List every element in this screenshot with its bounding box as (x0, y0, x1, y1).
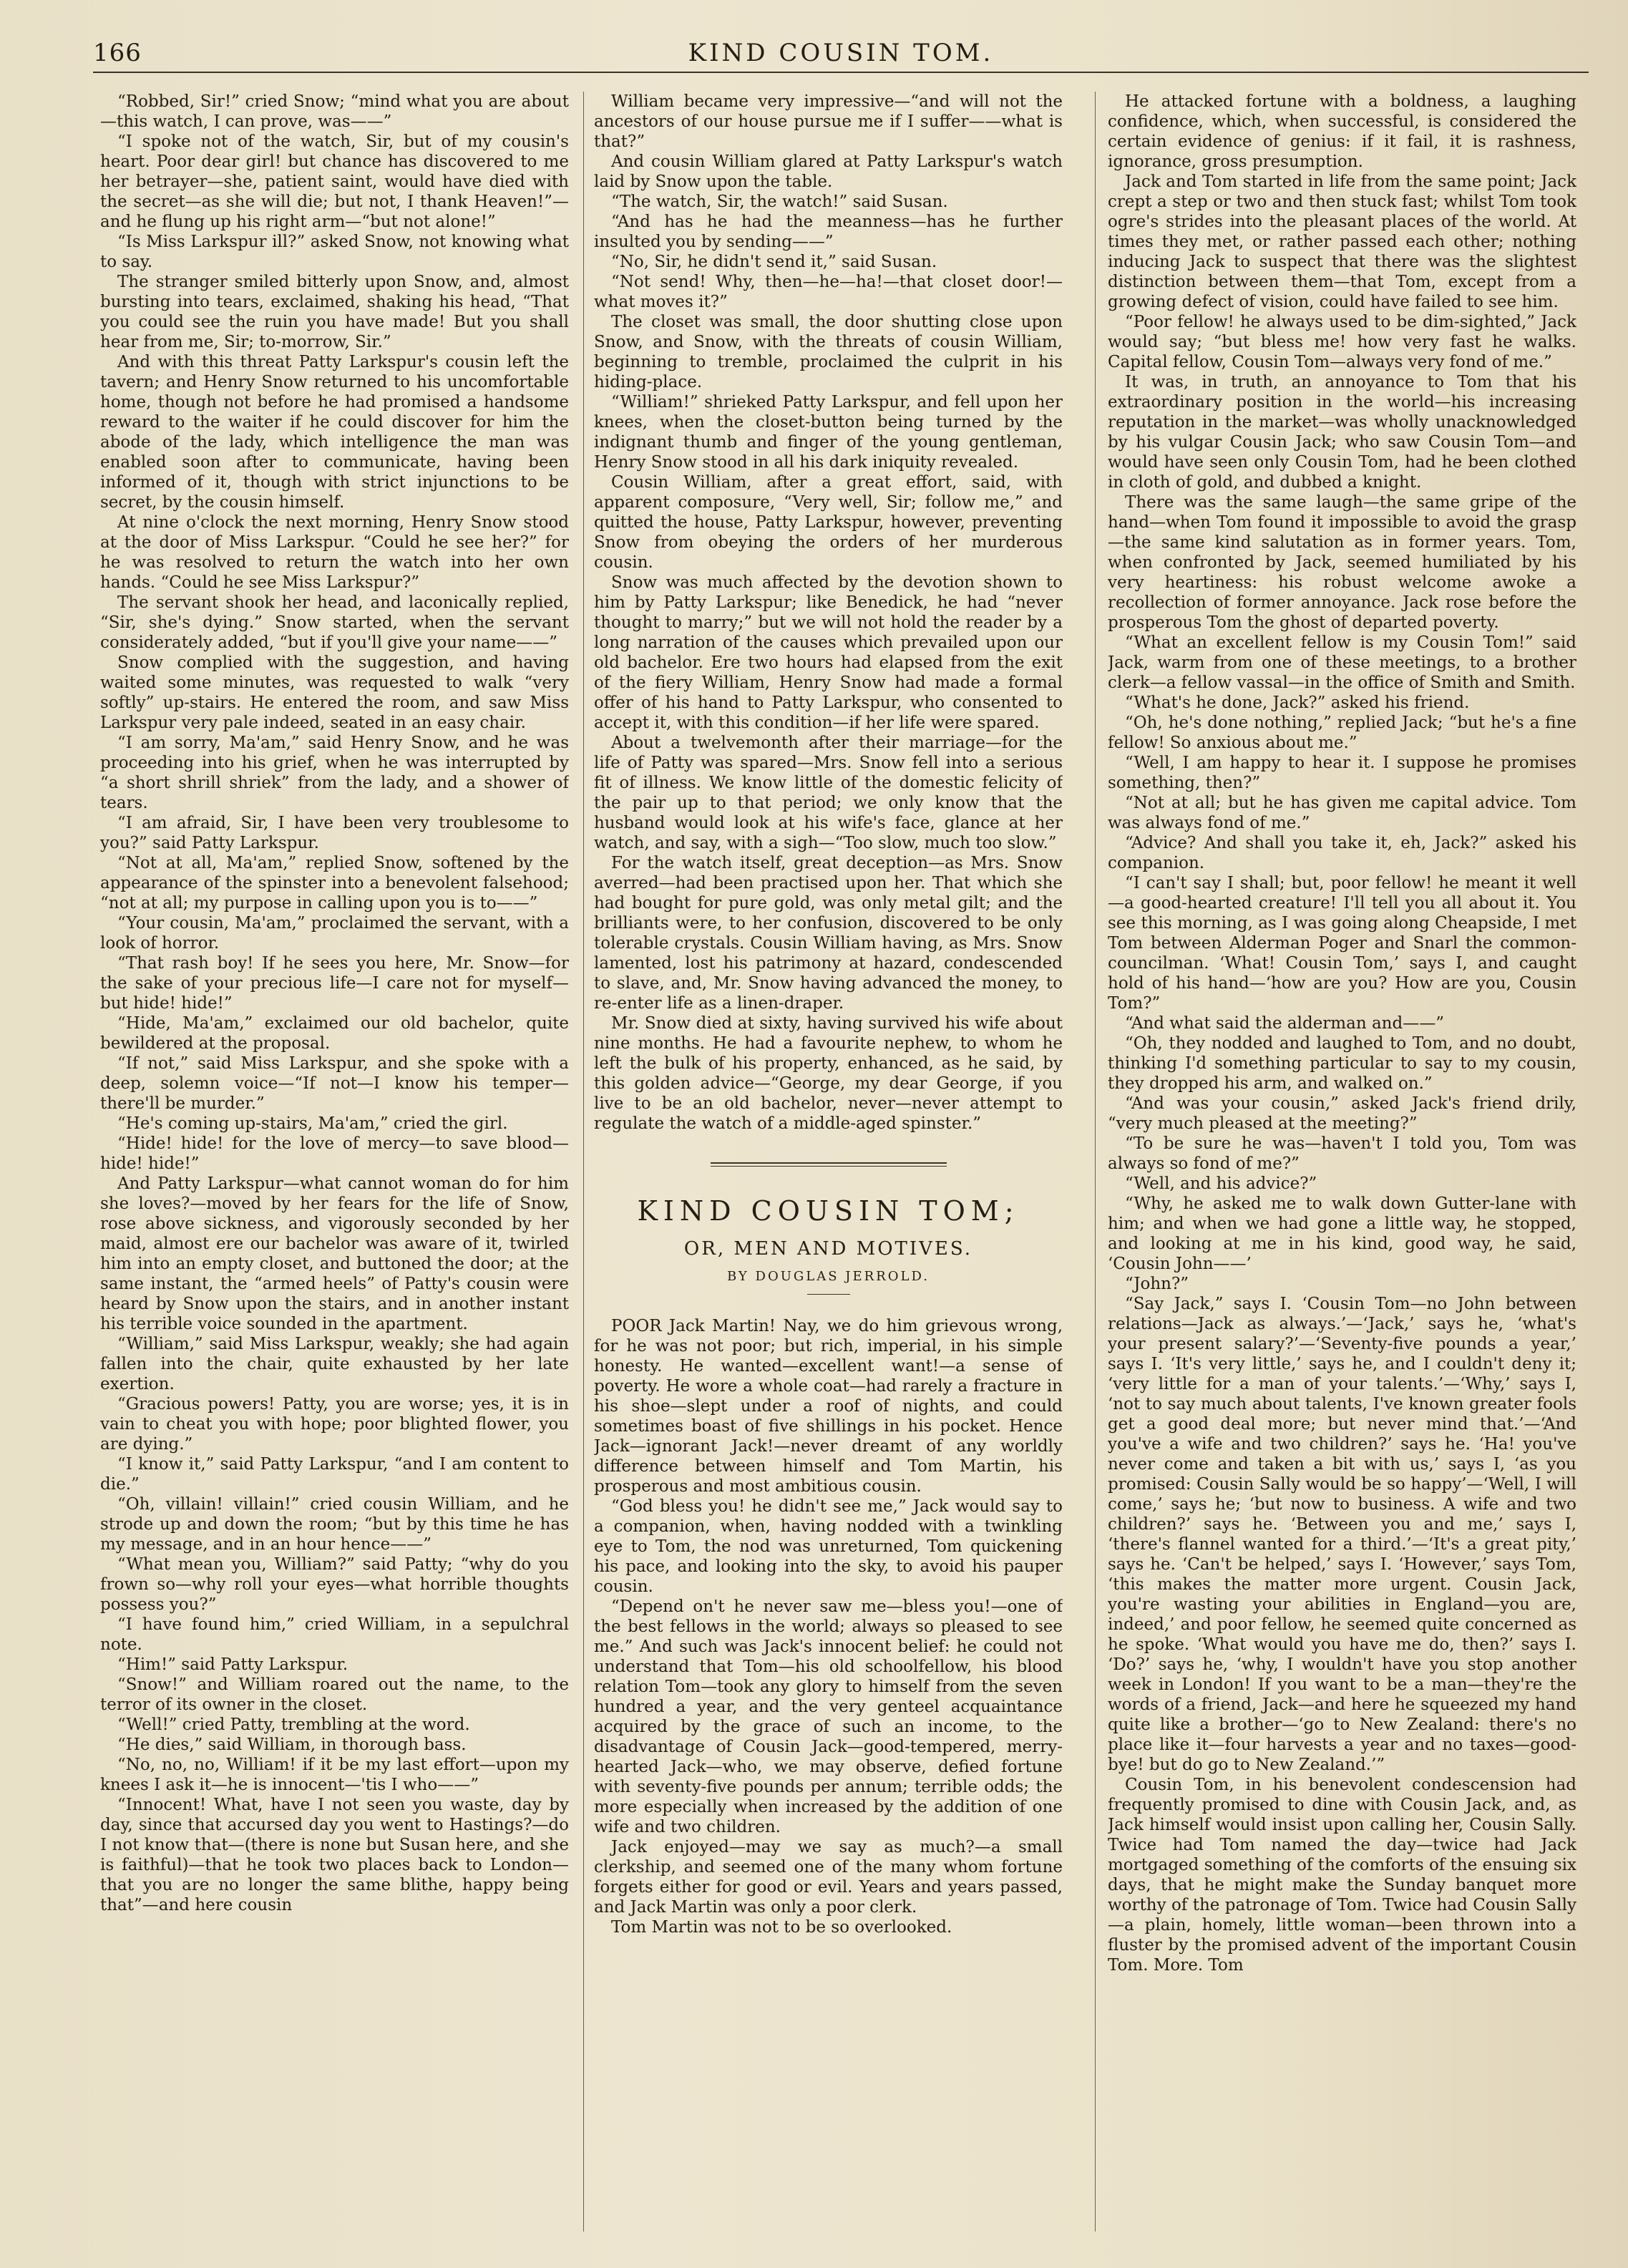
paragraph: “What mean you, William?” said Patty; “why do you frown so—why roll your eyes—what horrible thoughts possess you?” (100, 1555, 569, 1614)
paragraph: At nine o'clock the next morning, Henry Snow stood at the door of Miss Larkspur. “Could he see her?” for he was resolved to return the watch into her own hands. “Could he see Miss Larkspur?” (100, 513, 569, 592)
running-head: KIND COUSIN TOM. (688, 39, 994, 67)
short-rule (807, 1294, 850, 1295)
paragraph: “And was your cousin,” asked Jack's friend drily, “very much pleased at the meeting?” (1108, 1094, 1576, 1133)
story-heading (594, 1162, 1063, 1295)
paragraph: “Hide, Ma'am,” exclaimed our old bachelor, quite bewildered at the proposal. (100, 1014, 569, 1053)
paragraph: “To be sure he was—haven't I told you, Tom was always so fond of me?” (1108, 1134, 1576, 1173)
paragraph: “I spoke not of the watch, Sir, but of my cousin's heart. Poor dear girl! but chance has discovered to me her betrayer—she, patient saint, would have died with the secret—as she will die; but not, I thank Heaven!”—and he flung up his right arm—“but not alone!” (100, 132, 569, 231)
paragraph: “Not send! Why, then—he—ha!—that closet door!—what moves it?” (594, 273, 1063, 311)
story-title: KIND COUSIN TOM; (637, 1195, 1020, 1227)
paragraph: “Not at all; but he has given me capital advice. Tom was always fond of me.” (1108, 794, 1576, 832)
paragraph: “And what said the alderman and——” (1125, 1014, 1444, 1033)
paragraph: About a twelvemonth after their marriage—for the life of Patty was spared—Mrs. Snow fell into a serious fit of illness. We know little of the domestic felicity of the pair up to that period; we only know that the husband would look at his wife's face, glance at her watch, and say, with a sigh—“Too slow, much too slow.” (594, 734, 1063, 852)
paragraph: “Hide! hide! for the love of mercy—to save blood—hide! hide!” (100, 1134, 569, 1173)
paragraph: Mr. Snow died at sixty, having survived his wife about nine months. He had a favourite nephew, to whom he left the bulk of his property, enhanced, as he said, by this golden advice—“George, my dear George, if you live to be an old bachelor, never—never attempt to regulate the watch of a middle-aged spinster.” (594, 1014, 1063, 1133)
column-2-bottom (594, 1316, 1063, 1937)
paragraph: The stranger smiled bitterly upon Snow, and, almost bursting into tears, exclaimed, shaking his head, “That you could see the ruin you have made! But you shall hear from me, Sir; to-morrow, Sir.” (100, 273, 569, 351)
paragraph: The servant shook her head, and laconically replied, “Sir, she's dying.” Snow started, when the servant considerately added, “but if you'll give your name——” (100, 593, 569, 652)
paragraph: “The watch, Sir, the watch!” said Susan. (611, 193, 948, 211)
column-divider (583, 92, 584, 2232)
paragraph: “What an excellent fellow is my Cousin Tom!” said Jack, warm from one of these meetings, to a brother clerk—a fellow vassal—in the office of Smith and Smith. (1108, 633, 1576, 692)
paragraph: And Patty Larkspur—what cannot woman do for him she loves?—moved by her fears for the life of Snow, rose above sickness, and vigorously seconded by her maid, almost ere our bachelor was aware of it, twirled him into an empty closet, and buttoned the door; at the same instant, the “armed heels” of Patty's cousin were heard by Snow upon the stairs, and in another instant his terrible voice sounded in the apartment. (100, 1174, 569, 1333)
paragraph: There was the same laugh—the same gripe of the hand—when Tom found it impossible to avoid the grasp—the same kind salutation as in former years. Tom, when confronted by Jack, seemed humiliated by his very heartiness: his robust welcome awoke a recollection of former annoyance. Jack rose before the prosperous Tom the ghost of departed poverty. (1108, 493, 1576, 632)
column-2 (594, 92, 1063, 2253)
paragraph: “William!” shrieked Patty Larkspur, and fell upon her knees, when the closet-button being turned by the indignant thumb and finger of the young gentleman, Henry Snow stood in all his dark iniquity revealed. (594, 393, 1063, 472)
paragraph: “That rash boy! If he sees you here, Mr. Snow—for the sake of your precious life—I care not for myself—but hide! hide!” (100, 954, 569, 1013)
paragraph: “Your cousin, Ma'am,” proclaimed the servant, with a look of horror. (100, 914, 569, 953)
paragraph: “Well, I am happy to hear it. I suppose he promises something, then?” (1108, 754, 1576, 792)
paragraph: “God bless you! he didn't see me,” Jack would say to a companion, when, having nodded with a twinkling eye to Tom, the nod was unreturned, Tom quickening his pace, and looking into the sky, to avoid his pauper cousin. (594, 1497, 1063, 1596)
paragraph: Snow complied with the suggestion, and having waited some minutes, was requested to walk “very softly” up-stairs. He entered the room, and saw Miss Larkspur very pale indeed, seated in an easy chair. (100, 653, 569, 732)
paragraph: “Him!” said Patty Larkspur. (117, 1655, 348, 1674)
paragraph: “And has he had the meanness—has he further insulted you by sending——” (594, 213, 1063, 251)
paragraph: “Gracious powers! Patty, you are worse; yes, it is in vain to cheat you with hope; poor blighted flower, you are dying.” (100, 1395, 569, 1454)
section-rule (711, 1162, 947, 1167)
paragraph: And with this threat Patty Larkspur's cousin left the tavern; and Henry Snow returned to his uncomfortable home, though not before he had promised a handsome reward to the waiter if he could discover for him the abode of the lady, which intelligence the man was enabled soon after to communicate, having been informed of it, though with strict injunctions to be secret, by the cousin himself. (100, 353, 569, 512)
column-3 (1108, 92, 1576, 2253)
paragraph: “No, Sir, he didn't send it,” said Susan. (611, 253, 937, 271)
paragraph: Jack enjoyed—may we say as much?—a small clerkship, and seemed one of the many whom fortune forgets either for good or evil. Years and years passed, and Jack Martin was only a poor clerk. (594, 1838, 1063, 1917)
paragraph: “Not at all, Ma'am,” replied Snow, softened by the appearance of the spinster into a benevolent falsehood; “not at all; my purpose in calling upon you is to——” (100, 854, 569, 912)
paragraph: “If not,” said Miss Larkspur, and she spoke with a deep, solemn voice—“If not—I know his temper—there'll be murder.” (100, 1054, 569, 1113)
paragraph: “No, no, no, William! if it be my last effort—upon my knees I ask it—he is innocent—'tis I who——” (100, 1756, 569, 1794)
paragraph: “He dies,” said William, in thorough bass. (117, 1736, 467, 1754)
paragraph: Tom Martin was not to be so overlooked. (611, 1918, 952, 1937)
paragraph: “Depend on't he never saw me—bless you!—one of the best fellows in the world; always so pleased to see me.” And such was Jack's innocent belief: he could not understand that Tom—his old schoolfellow, his blood relation Tom—took any glory to himself from the seven hundred a year, and the very genteel acquaintance acquired by the grace of such an income, to the disadvantage of Cousin Jack—good-tempered, merry-hearted Jack—who, we may observe, defied fortune with seventy-five pounds per annum; terrible odds; the more especially when increased by the addition of one wife and two children. (594, 1597, 1063, 1836)
paragraph: “Is Miss Larkspur ill?” asked Snow, not knowing what to say. (100, 233, 569, 271)
paragraph: “I know it,” said Patty Larkspur, “and I am content to die.” (100, 1455, 569, 1494)
paragraph: POOR Jack Martin! Nay, we do him grievous wrong, for he was not poor; but rich, imperial, in his simple honesty. He wanted—excellent want!—a sense of poverty. He wore a whole coat—had rarely a fracture in his shoe—slept under a roof of nights, and could sometimes boast of five shillings in his pocket. Hence Jack—ignorant Jack!—never dreamt of any worldly difference between himself and Tom Martin, his prosperous and most ambitious cousin. (594, 1317, 1063, 1496)
paragraph: “Poor fellow! he always used to be dim-sighted,” Jack would say; “but bless me! how very fast he walks. Capital fellow, Cousin Tom—always very fond of me.” (1108, 313, 1576, 371)
paragraph: Cousin Tom, in his benevolent condescension had frequently promised to dine with Cousin Jack, and, as Jack himself would insist upon calling her, Cousin Sally. Twice had Tom named the day—twice had Jack mortgaged something of the comforts of the ensuing six days, that he might make the Sunday banquet more worthy of the patronage of Tom. Twice had Cousin Sally—a plain, homely, little woman—been thrown into a fluster by the promised advent of the important Cousin Tom. More. Tom (1108, 1776, 1576, 1975)
paragraph: “I am sorry, Ma'am,” said Henry Snow, and he was proceeding into his grief, when he was interrupted by “a short shrill shriek” from the lady, and a shower of tears. (100, 734, 569, 812)
paragraph: “Oh, they nodded and laughed to Tom, and no doubt, thinking I'd something particular to say to my cousin, they dropped his arm, and walked on.” (1108, 1034, 1576, 1093)
paragraph: “He's coming up-stairs, Ma'am,” cried the girl. (117, 1114, 508, 1133)
paragraph: It was, in truth, an annoyance to Tom that his extraordinary position in the world—his increasing reputation in the market—was wholly unacknowledged by his vulgar Cousin Jack; who saw Cousin Tom—and would have seen only Cousin Tom, had he been clothed in cloth of gold, and dubbed a knight. (1108, 373, 1576, 492)
page-number: 166 (93, 39, 142, 67)
column-2-top (594, 92, 1063, 1134)
story-subtitle: OR, MEN AND MOTIVES. (683, 1238, 973, 1260)
paragraph: “Well, and his advice?” (1125, 1174, 1317, 1193)
paragraph: “John?” (1125, 1275, 1189, 1293)
paragraph: And cousin William glared at Patty Larkspur's watch laid by Snow upon the table. (594, 152, 1063, 191)
paragraph: “William,” said Miss Larkspur, weakly; she had again fallen into the chair, quite exhausted by her late exertion. (100, 1335, 569, 1393)
paragraph: For the watch itself, great deception—as Mrs. Snow averred—had been practised upon her. That which she had bought for pure gold, was only metal gilt; and the brilliants were, to her confusion, discovered to be only tolerable crystals. Cousin William having, as Mrs. Snow lamented, lost his patrimony at hazard, condescended to slave, and, Mr. Snow having advanced the money, to re-enter life as a linen-draper. (594, 854, 1063, 1013)
paragraph: “Robbed, Sir!” cried Snow; “mind what you are about—this watch, I can prove, was——” (100, 92, 569, 131)
paragraph: “I can't say I shall; but, poor fellow! he meant it well—a good-hearted creature! I'll tell you all about it. You see this morning, as I was going along Cheapside, I met Tom between Alderman Poger and Snarl the common-councilman. ‘What! Cousin Tom,’ says I, and caught hold of his hand—‘how are you? How are you, Cousin Tom?” (1108, 874, 1576, 1013)
paragraph: Cousin William, after a great effort, said, with apparent composure, “Very well, Sir; follow me,” and quitted the house, Patty Larkspur, however, preventing Snow from obeying the orders of her murderous cousin. (594, 473, 1063, 572)
paragraph: “Advice? And shall you take it, eh, Jack?” asked his companion. (1108, 834, 1576, 872)
paragraph: “Oh, he's done nothing,” replied Jack; “but he's a fine fellow! So anxious about me.” (1108, 714, 1576, 752)
paragraph: “Well!” cried Patty, trembling at the word. (117, 1715, 470, 1734)
paragraph: He attacked fortune with a boldness, a laughing confidence, which, when successful, is considered the certain evidence of genius: if it fail, it is rashness, ignorance, gross presumption. (1108, 92, 1576, 171)
column-divider (1095, 92, 1096, 2232)
paragraph: “Say Jack,” says I. ‘Cousin Tom—no John between relations—Jack as always.’—‘Jack,’ says he, ‘what's your present salary?’—‘Seventy-five pounds a year,’ says I. ‘It's very little,’ says he, and I couldn't deny it; ‘very little for a man of your talents.’—‘Why,’ says I, ‘not to say much about talents, I've known greater fools get a good deal more; but never mind that.’—‘And you've a wife and two children?’ says he. ‘Ha! you've never come and taken a bit with us,’ says I, ‘as you promised: Cousin Sally would be so happy’—‘Well, I will come,’ says he; ‘but now to business. A wife and two children?’ says he. ‘Between you and me,’ says I, ‘there's flannel wanted for a third.’—‘It's a great pity,’ says he. ‘Can't be helped,’ says I. ‘However,’ says Tom, ‘this makes the matter more urgent. Cousin Jack, you're wasting your abilities in England—you are, indeed,’ and poor fellow, he seemed quite concerned as he spoke. ‘What would you have me do, then?’ says I. ‘Do?’ says he, ‘why, I wouldn't have you stop another week in London! If you want to be a man—they're the words of a friend, Jack—and here he squeezed my hand quite like a brother—‘go to New Zealand: there's no place like it—four harvests a year and no taxes—good-bye! but do go to New Zealand.’” (1108, 1295, 1576, 1774)
page-header (93, 36, 1589, 73)
story-byline: BY DOUGLAS JERROLD. (727, 1269, 930, 1284)
paragraph: “I have found him,” cried William, in a sepulchral note. (100, 1615, 569, 1654)
paragraph: “I am afraid, Sir, I have been very troublesome to you?” said Patty Larkspur. (100, 814, 569, 852)
paragraph: “Innocent! What, have I not seen you waste, day by day, since that accursed day you went to Hastings?—do I not know that—(there is none but Susan here, and she is faithful)—that he took two places back to London—that you are no longer the same blithe, happy being that”—and here cousin (100, 1796, 569, 1914)
paragraph: “Oh, villain! villain!” cried cousin William, and he strode up and down the room; “but by this time he has my message, and in an hour hence——” (100, 1495, 569, 1554)
column-1 (100, 92, 569, 2253)
paragraph: Jack and Tom started in life from the same point; Jack crept a step or two and then stuck fast; whilst Tom took ogre's strides into the pleasant places of the world. At times they met, or rather passed each other; nothing inducing Jack to suspect that there was the slightest distinction between them—that Tom, except from a growing defect of vision, could have failed to see him. (1108, 172, 1576, 311)
paragraph: “Why, he asked me to walk down Gutter-lane with him; and when we had gone a little way, he stopped, and looking at me in his kind, good way, he said, ‘Cousin John——’ (1108, 1194, 1576, 1273)
paragraph: The closet was small, the door shutting close upon Snow, and Snow, with the threats of cousin William, beginning to tremble, proclaimed the culprit in his hiding-place. (594, 313, 1063, 391)
paragraph: “What's he done, Jack?” asked his friend. (1125, 693, 1470, 712)
paragraph: Snow was much affected by the devotion shown to him by Patty Larkspur; like Benedick, he had “never thought to marry;” but we will not hold the reader by a long narration of the causes which prevailed upon our old bachelor. Ere two hours had elapsed from the exit of the fiery William, Henry Snow had made a formal offer of his hand to Patty Larkspur, who consented to accept it, with this condition—if her life were spared. (594, 573, 1063, 732)
paragraph: “Snow!” and William roared out the name, to the terror of its owner in the closet. (100, 1675, 569, 1714)
paragraph: William became very impressive—“and will not the ancestors of our house pursue me if I suffer——what is that?” (594, 92, 1063, 151)
